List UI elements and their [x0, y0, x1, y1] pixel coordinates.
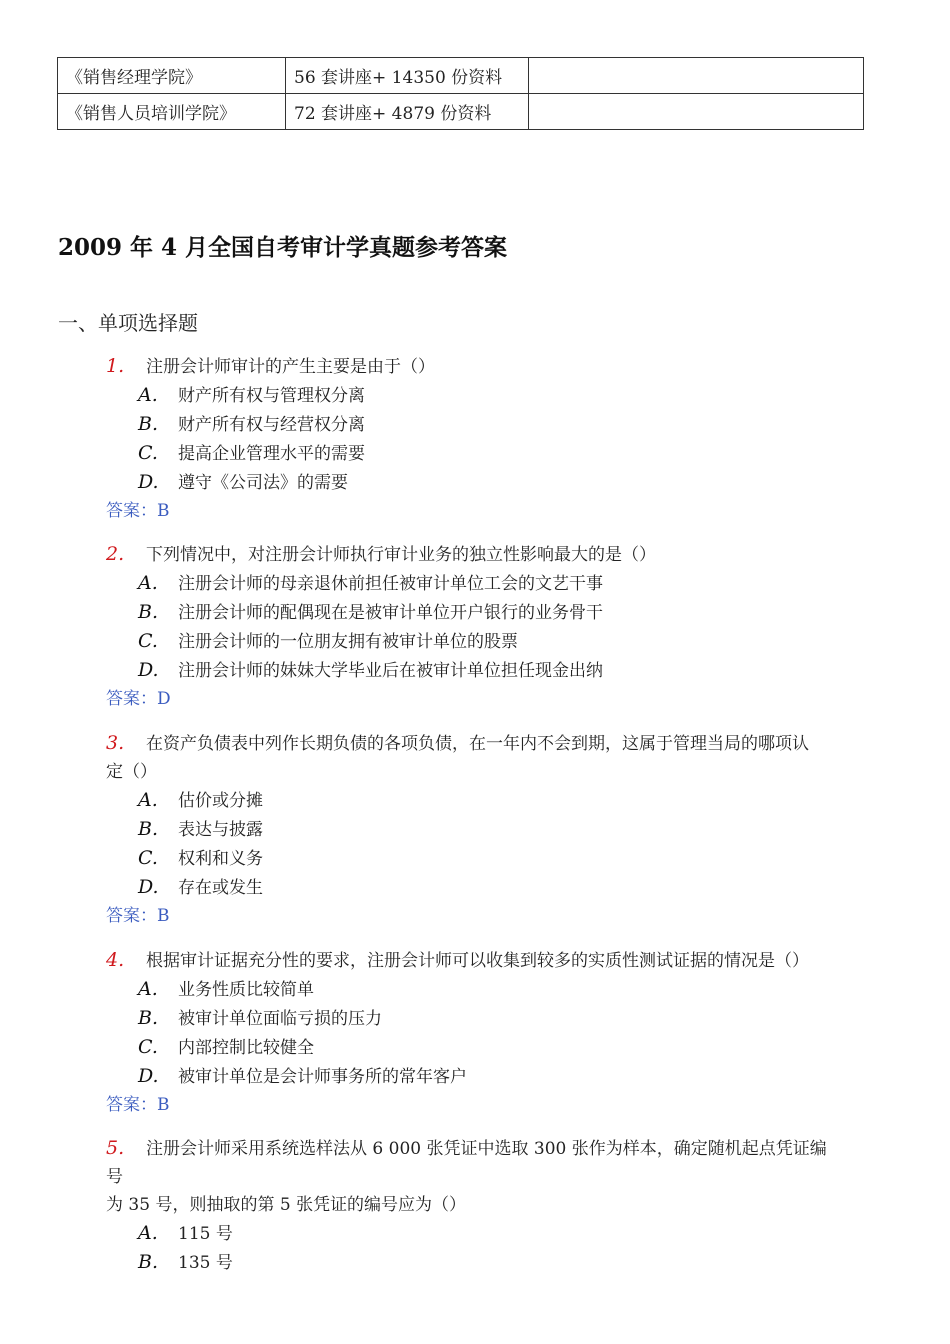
option-text: 135 号 — [178, 1253, 233, 1273]
option-letter: B. — [138, 818, 159, 840]
question-block — [106, 352, 896, 525]
option-letter: B. — [138, 1251, 159, 1273]
question-stem-continued: 定（） — [106, 762, 157, 782]
option-text: 提高企业管理水平的需要 — [178, 444, 365, 464]
option-letter: A. — [138, 384, 158, 406]
question-block — [106, 729, 896, 930]
table-row — [58, 94, 864, 130]
question-number: 5. — [106, 1137, 125, 1159]
option-a — [106, 569, 896, 598]
option-text: 内部控制比较健全 — [178, 1038, 314, 1058]
option-letter: C. — [138, 630, 158, 652]
question-text: 在资产负债表中列作长期负债的各项负债，在一年内不会到期，这属于管理当局的哪项认 — [146, 734, 809, 754]
question-number: 4. — [106, 949, 125, 971]
option-c — [106, 1033, 896, 1062]
option-letter: D. — [138, 471, 159, 493]
option-text: 财产所有权与经营权分离 — [178, 415, 365, 435]
table-cell: 56 套讲座+ 14350 份资料 — [286, 58, 529, 94]
option-letter: B. — [138, 413, 159, 435]
question-stem — [106, 1134, 896, 1163]
option-a — [106, 1219, 896, 1248]
question-stem-continued: 号 — [106, 1167, 123, 1187]
option-b — [106, 815, 896, 844]
table-cell: 《销售人员培训学院》 — [58, 94, 286, 130]
question-number: 3. — [106, 732, 125, 754]
question-stem — [106, 540, 896, 569]
option-a — [106, 975, 896, 1004]
option-b — [106, 1004, 896, 1033]
table-cell: 《销售经理学院》 — [58, 58, 286, 94]
question-stem — [106, 729, 896, 758]
option-letter: A. — [138, 978, 158, 1000]
option-text: 115 号 — [178, 1224, 233, 1244]
option-letter: B. — [138, 1007, 159, 1029]
option-letter: D. — [138, 876, 159, 898]
question-text: 下列情况中，对注册会计师执行审计业务的独立性影响最大的是（） — [146, 545, 656, 565]
option-a — [106, 786, 896, 815]
option-text: 注册会计师的配偶现在是被审计单位开户银行的业务骨干 — [178, 603, 603, 623]
table-row — [58, 58, 864, 94]
question-stem — [106, 946, 896, 975]
option-text: 被审计单位面临亏损的压力 — [178, 1009, 382, 1029]
option-letter: C. — [138, 847, 158, 869]
option-b — [106, 598, 896, 627]
option-d — [106, 468, 896, 497]
option-text: 遵守《公司法》的需要 — [178, 473, 348, 493]
question-block — [106, 540, 896, 713]
resource-table — [57, 57, 864, 130]
page-title: 2009 年 4 月全国自考审计学真题参考答案 — [58, 234, 508, 261]
option-a — [106, 381, 896, 410]
option-text: 表达与披露 — [178, 820, 263, 840]
option-letter: A. — [138, 789, 158, 811]
option-text: 财产所有权与管理权分离 — [178, 386, 365, 406]
option-text: 估价或分摊 — [178, 791, 263, 811]
question-stem — [106, 352, 896, 381]
option-letter: B. — [138, 601, 159, 623]
table-cell — [529, 58, 864, 94]
option-letter: D. — [138, 659, 159, 681]
option-d — [106, 1062, 896, 1091]
option-c — [106, 844, 896, 873]
section-heading: 一、单项选择题 — [58, 311, 198, 335]
option-c — [106, 627, 896, 656]
question-number: 2. — [106, 543, 125, 565]
answer-text: 答案：B — [106, 906, 170, 926]
question-text: 根据审计证据充分性的要求，注册会计师可以收集到较多的实质性测试证据的情况是（） — [146, 951, 809, 971]
option-b — [106, 410, 896, 439]
option-b — [106, 1248, 896, 1277]
question-text: 注册会计师审计的产生主要是由于（） — [146, 357, 435, 377]
option-text: 注册会计师的母亲退休前担任被审计单位工会的文艺干事 — [178, 574, 603, 594]
answer-text: 答案：B — [106, 1095, 170, 1115]
option-d — [106, 656, 896, 685]
option-text: 业务性质比较简单 — [178, 980, 314, 1000]
table-cell: 72 套讲座+ 4879 份资料 — [286, 94, 529, 130]
option-letter: C. — [138, 442, 158, 464]
option-letter: D. — [138, 1065, 159, 1087]
question-block — [106, 946, 896, 1119]
option-c — [106, 439, 896, 468]
answer-text: 答案：D — [106, 689, 171, 709]
table-cell — [529, 94, 864, 130]
option-letter: A. — [138, 1222, 158, 1244]
answer-text: 答案：B — [106, 501, 170, 521]
option-letter: C. — [138, 1036, 158, 1058]
option-text: 权利和义务 — [178, 849, 263, 869]
option-letter: A. — [138, 572, 158, 594]
question-block — [106, 1134, 896, 1277]
option-text: 注册会计师的妹妹大学毕业后在被审计单位担任现金出纳 — [178, 661, 603, 681]
question-stem-continued: 为 35 号，则抽取的第 5 张凭证的编号应为（） — [106, 1195, 467, 1215]
option-text: 被审计单位是会计师事务所的常年客户 — [178, 1067, 467, 1087]
option-d — [106, 873, 896, 902]
question-number: 1. — [106, 355, 125, 377]
option-text: 存在或发生 — [178, 878, 263, 898]
question-text: 注册会计师采用系统选样法从 6 000 张凭证中选取 300 张作为样本，确定随机起点凭证编 — [146, 1139, 827, 1159]
option-text: 注册会计师的一位朋友拥有被审计单位的股票 — [178, 632, 518, 652]
